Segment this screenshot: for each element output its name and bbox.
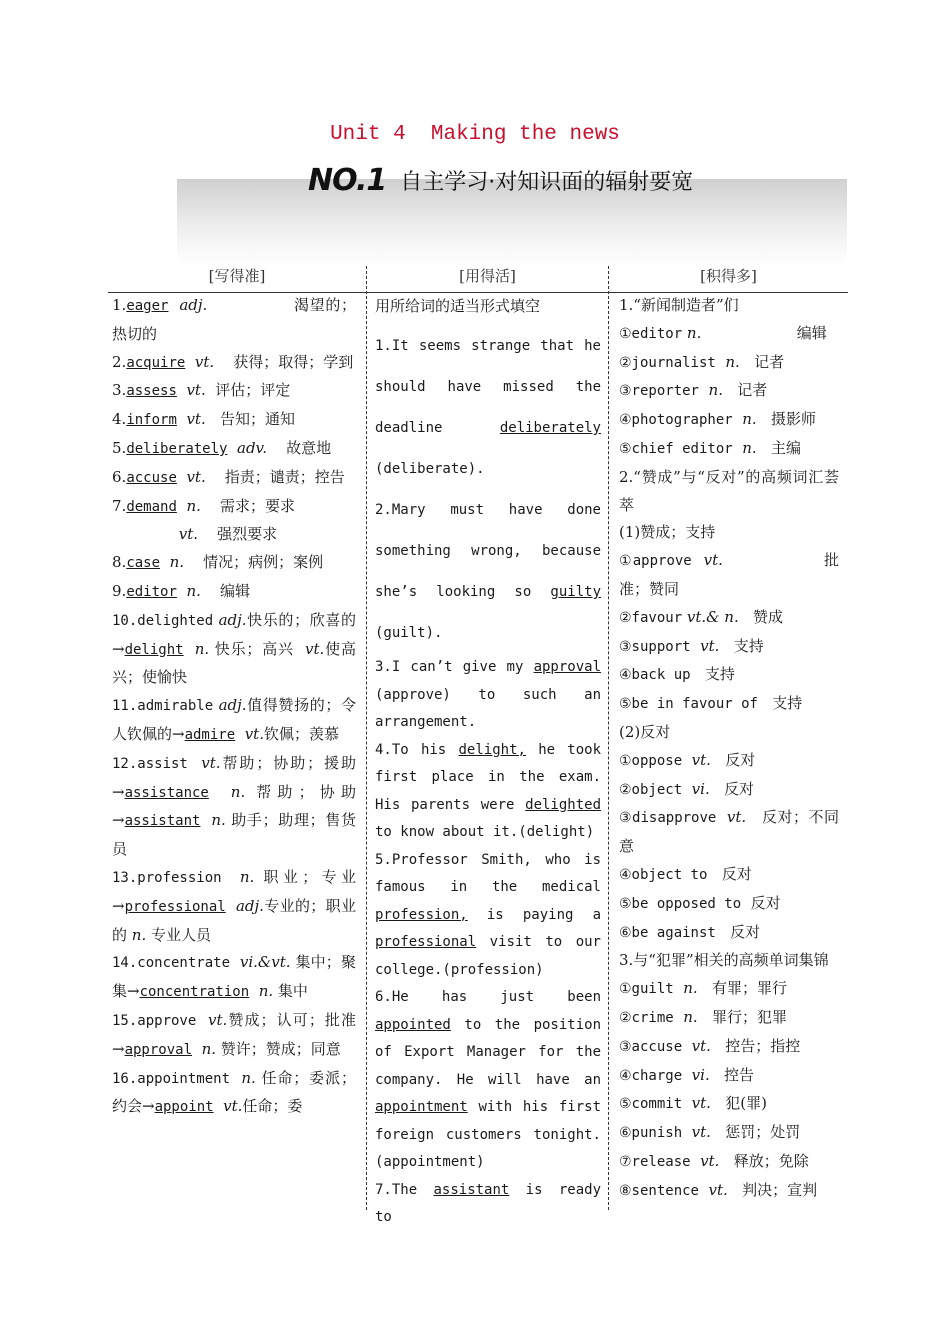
exercise-instruction: 用所给词的适当形式填空 xyxy=(375,297,541,315)
column-head-3: [积得多] xyxy=(700,267,757,285)
word-groups-column xyxy=(619,292,839,1206)
group-item: ①approve vt. 批准；赞同 xyxy=(619,551,839,598)
exercise-item: 1.It seems strange that he should have missed the deadline deliberately (deliberate). xyxy=(375,338,601,477)
group-item: ④charge vi. 控告 xyxy=(619,1065,755,1084)
vocab-entry: 14.concentrate vi.&vt. 集中；聚集→concentration n. 集中 xyxy=(112,953,356,1001)
group-item: ⑦release vt. 释放；免除 xyxy=(619,1151,809,1170)
vocab-entry: 9.editor n. 编辑 xyxy=(112,581,250,600)
group-item: ⑥be against 反对 xyxy=(619,922,761,941)
vocab-entry: 6.accuse vt. 指责；谴责；控告 xyxy=(112,467,345,486)
group-heading: 3.与“犯罪”相关的高频单词集锦 xyxy=(619,951,829,970)
vocab-entry: 13.profession n. 职业；专业→professional adj.专业的；职业的 n. 专业人员 xyxy=(112,867,356,944)
group-item: ③reporter n. 记者 xyxy=(619,381,768,400)
group-item: ②object vi. 反对 xyxy=(619,779,755,798)
vocab-entry: 1.eager adj. 渴望的；热切的 xyxy=(112,296,356,343)
vocab-entry: 12.assist vt.帮助；协助；援助→assistance n. 帮助；协助→assistant n. 助手；助理；售货员 xyxy=(112,753,356,859)
group-item: ⑤commit vt. 犯(罪) xyxy=(619,1094,767,1113)
group-item: ②journalist n. 记者 xyxy=(619,352,785,371)
unit-title: Unit 4 Making the news xyxy=(330,123,620,146)
column-divider-2 xyxy=(608,266,609,1210)
group-item: ②crime n. 罪行；犯罪 xyxy=(619,1007,788,1026)
group-item: ⑧sentence vt. 判决；宣判 xyxy=(619,1180,818,1199)
group-item: ①oppose vt. 反对 xyxy=(619,750,756,769)
vocab-entry: 7.demand n. 需求；要求 xyxy=(112,496,295,515)
group-heading: 1.“新闻制造者”们 xyxy=(619,296,739,314)
group-item: ③disapprove vt. 反对；不同意 xyxy=(619,808,839,856)
group-item: ④back up 支持 xyxy=(619,665,735,684)
vocab-entry-continued: vt. 强烈要求 xyxy=(178,525,278,544)
exercise-item: 5.Professor Smith, who is famous in the medical profession, is paying a professional visit to our college.(profession) xyxy=(375,851,601,978)
vocab-entry: 16.appointment n. 任命；委派；约会→appoint vt.任命；委 xyxy=(112,1068,356,1116)
exercise-item: 3.I can’t give my approval (approve) to such an arrangement. xyxy=(375,659,601,730)
group-item: ①editor n. 编辑 xyxy=(619,323,827,342)
group-item: ⑤be opposed to 反对 xyxy=(619,893,781,912)
section-heading-text: 自主学习·对知识面的辐射要宽 xyxy=(400,169,694,195)
section-number-badge: NO.1 xyxy=(308,162,387,198)
group-heading: 2.“赞成”与“反对”的高频词汇荟萃 xyxy=(619,467,839,514)
column-head-2: [用得活] xyxy=(459,267,516,285)
group-item: ④photographer n. 摄影师 xyxy=(619,410,817,429)
exercise-item: 6.He has just been appointed to the position of Export Manager for the company. He will have an appointment with his first foreign customers tonight.(appointment) xyxy=(375,989,601,1170)
exercise-column xyxy=(375,292,601,1232)
group-item: ①guilt n. 有罪；罪行 xyxy=(619,979,788,998)
group-item: ③accuse vt. 控告；指控 xyxy=(619,1036,801,1055)
vocab-entry: 2.acquire vt. 获得；取得；学到 xyxy=(112,352,354,371)
group-item: ⑤be in favour of 支持 xyxy=(619,694,803,713)
vocab-entry: 11.admirable adj.值得赞扬的；令人钦佩的→admire vt.钦佩；羡慕 xyxy=(112,696,356,743)
exercise-item: 2.Mary must have done something wrong, because she’s looking so guilty (guilt). xyxy=(375,502,601,641)
vocab-entry: 8.case n. 情况；病例；案例 xyxy=(112,553,324,572)
subgroup-heading: (1)赞成；支持 xyxy=(619,523,716,542)
vocab-entry: 3.assess vt. 评估；评定 xyxy=(112,381,291,400)
section-heading xyxy=(308,160,693,200)
group-item: ⑥punish vt. 惩罚；处罚 xyxy=(619,1123,801,1142)
vocab-column xyxy=(112,292,356,1122)
exercise-item: 4.To his delight, he took first place in the exam. His parents were delighted to know about it.(delight) xyxy=(375,741,601,840)
subgroup-heading: (2)反对 xyxy=(619,722,671,741)
vocab-entry: 5.deliberately adv. 故意地 xyxy=(112,438,332,457)
column-divider-1 xyxy=(366,266,367,1210)
vocab-entry: 15.approve vt.赞成；认可；批准→approval n. 赞许；赞成；同意 xyxy=(112,1010,356,1058)
group-item: ②favour vt.& n. 赞成 xyxy=(619,607,784,626)
group-item: ⑤chief editor n. 主编 xyxy=(619,438,802,457)
group-item: ③support vt. 支持 xyxy=(619,636,764,655)
exercise-item: 7.The assistant is ready to xyxy=(375,1181,601,1225)
group-item: ④object to 反对 xyxy=(619,864,752,883)
column-head-1: [写得准] xyxy=(208,267,266,285)
vocab-entry: 4.inform vt. 告知；通知 xyxy=(112,410,296,429)
vocab-entry: 10.delighted adj.快乐的；欣喜的→delight n. 快乐；高兴 vt.使高兴；使愉快 xyxy=(112,610,356,687)
